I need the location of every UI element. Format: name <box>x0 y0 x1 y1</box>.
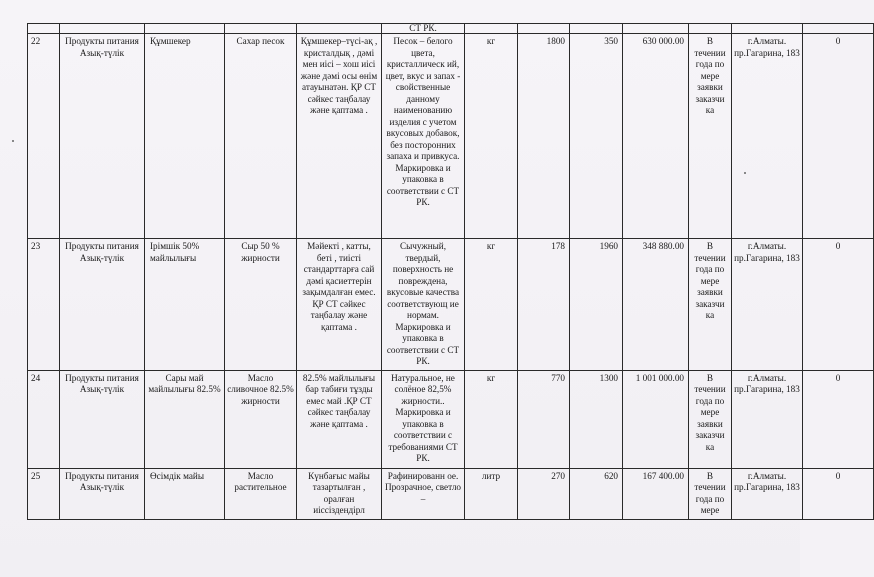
spec-kz: 82.5% майлылығы бар табиғи тұзды емес май .ҚР СТ сәйкес таңбалау және қаптама . <box>297 370 382 468</box>
name-ru: Масло растительное <box>225 468 297 519</box>
delivery-term: В течении года по мере заявки заказчи ка <box>689 239 732 371</box>
procurement-table <box>27 23 874 520</box>
total-sum: 348 880.00 <box>623 239 689 371</box>
name-kz: Ірімшік 50% майлылығы <box>145 239 225 371</box>
spec-ru: Песок – белого цвета, кристаллическ ий, цвет, вкус и запах - свойственные данному наименованию изделия с учетом вкусовых добавок, без посторонних запаха и привкуса. Маркировка и упаковка в соответствии с СТ РК. <box>382 34 465 239</box>
quantity: 178 <box>518 239 570 371</box>
unit: кг <box>465 34 518 239</box>
row-number: 24 <box>28 370 60 468</box>
quantity: 770 <box>518 370 570 468</box>
total-sum: 630 000.00 <box>623 34 689 239</box>
spec-kz: Күнбағыс майы тазартылған , оралған иіссіздендірл <box>297 468 382 519</box>
unit: кг <box>465 239 518 371</box>
delivery-term: В течении года по мере заявки заказчи ка <box>689 34 732 239</box>
scan-speck <box>12 140 14 142</box>
name-ru: Сахар песок <box>225 34 297 239</box>
category: Продукты питания Азық-түлік <box>60 239 145 371</box>
scan-speck <box>744 172 746 174</box>
total-sum: 1 001 000.00 <box>623 370 689 468</box>
advance-payment: 0 <box>803 370 874 468</box>
table-row <box>28 239 874 371</box>
unit: литр <box>465 468 518 519</box>
advance-payment: 0 <box>803 239 874 371</box>
quantity: 1800 <box>518 34 570 239</box>
name-kz: Өсімдік майы <box>145 468 225 519</box>
category: Продукты питания Азық-түлік <box>60 468 145 519</box>
delivery-place: г.Алматы. пр.Гагарина, 183 <box>732 239 803 371</box>
name-ru: Сыр 50 % жирности <box>225 239 297 371</box>
advance-payment: 0 <box>803 34 874 239</box>
unit-price: 350 <box>570 34 623 239</box>
spec-ru: Рафинированн ое. Прозрачное, светло – <box>382 468 465 519</box>
delivery-place: г.Алматы. пр.Гагарина, 183 <box>732 468 803 519</box>
table-row <box>28 370 874 468</box>
delivery-term: В течении года по мере заявки заказчи ка <box>689 370 732 468</box>
row-number: 25 <box>28 468 60 519</box>
table-row <box>28 468 874 519</box>
row-number: 23 <box>28 239 60 371</box>
spec-kz: Мәйекті , катты, беті , тиісті стандарттарға сай дәмі қасиеттерін зақымдалған емес. ҚР СТ сәйкес таңбалау және қаптама . <box>297 239 382 371</box>
unit-price: 1960 <box>570 239 623 371</box>
unit: кг <box>465 370 518 468</box>
quantity: 270 <box>518 468 570 519</box>
delivery-place: г.Алматы. пр.Гагарина, 183 <box>732 34 803 239</box>
name-kz: Құмшекер <box>145 34 225 239</box>
table-row-continuation <box>28 24 874 34</box>
category: Продукты питания Азық-түлік <box>60 370 145 468</box>
total-sum: 167 400.00 <box>623 468 689 519</box>
delivery-place: г.Алматы. пр.Гагарина, 183 <box>732 370 803 468</box>
advance-payment: 0 <box>803 468 874 519</box>
unit-price: 1300 <box>570 370 623 468</box>
table-row <box>28 34 874 239</box>
name-kz: Сары май майлылығы 82.5% <box>145 370 225 468</box>
name-ru: Масло сливочное 82.5% жирности <box>225 370 297 468</box>
spec-ru: Сычужный, твердый, поверхность не повреждена, вкусовые качества соответствующ ие нормам. Маркировка и упаковка в соответствии с СТ РК. <box>382 239 465 371</box>
unit-price: 620 <box>570 468 623 519</box>
row-number: 22 <box>28 34 60 239</box>
category: Продукты питания Азық-түлік <box>60 34 145 239</box>
spec-ru: Натуральное, не солёное 82,5% жирности.. Маркировка и упаковка в соответствии с требованиями СТ РК. <box>382 370 465 468</box>
spec-kz: Құмшекер–түсі-ақ , кристалдық , дәмі мен иісі – хош иісі және дәмі осы өнім атауынатән. ҚР СТ сәйкес таңбалау және қаптама . <box>297 34 382 239</box>
spec-ru-fragment: СТ РК. <box>382 24 465 34</box>
delivery-term: В течении года по мере <box>689 468 732 519</box>
